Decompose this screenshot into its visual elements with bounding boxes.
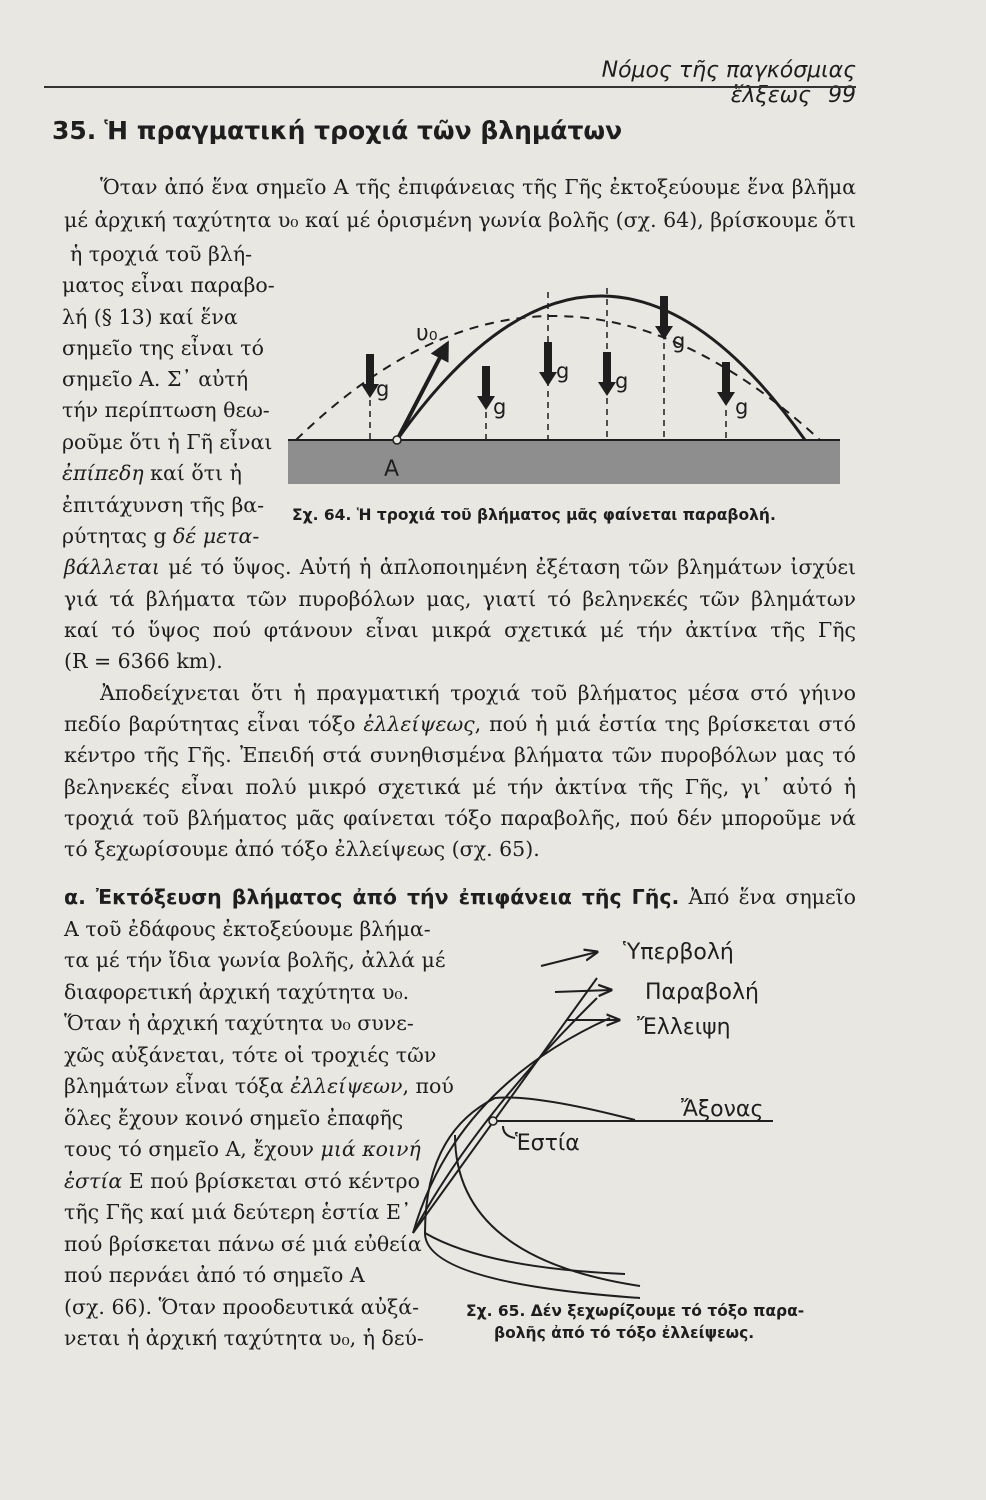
p3-line-13: πού περνάει ἀπό τό σημεῖο Α bbox=[64, 1263, 365, 1287]
p2-line-2-c: , πού ἡ μιά ἑστία της βρίσκεται στό bbox=[474, 712, 857, 736]
p3-line-7-italic: ἐλλείψεων bbox=[290, 1074, 403, 1098]
ellipse-curve bbox=[413, 1018, 610, 1233]
p1-line-4: ματος εἶναι παραβο- bbox=[62, 273, 275, 297]
parabola-label: Παραβολή bbox=[645, 980, 759, 1005]
p3-line-9-a: τους τό σημεῖο Α, ἔχουν bbox=[64, 1137, 321, 1161]
p3-line-4: διαφορετική ἀρχική ταχύτητα υ₀. bbox=[64, 980, 410, 1004]
p2-line-1: Ἀποδείχνεται ὅτι ἡ πραγματική τροχιά τοῦ βλήματος μέσα στό γήινο bbox=[100, 681, 856, 705]
p1-line-8: τήν περίπτωση θεω- bbox=[62, 398, 270, 422]
figure-65-caption-line-2: βολῆς ἀπό τό τόξο ἐλλείψεως. bbox=[494, 1324, 755, 1342]
p1-line-1: Ὅταν ἀπό ἕνα σημεῖο Α τῆς ἐπιφάνειας τῆς Γῆς ἐκτοξεύουμε ἕνα βλῆμα bbox=[100, 175, 856, 199]
p2-line-6: τό ξεχωρίσουμε ἀπό τόξο ἐλλείψεως (σχ. 65). bbox=[64, 837, 540, 861]
p2-line-2-italic: ἐλλείψεως bbox=[363, 712, 475, 736]
p1-line-10-italic: ἐπίπεδη bbox=[62, 461, 144, 485]
p1-line-7: σημεῖο Α. Σ᾽ αὐτή bbox=[62, 367, 249, 391]
p3-line-10-rest: Ε πού βρίσκεται στό κέντρο bbox=[122, 1169, 420, 1193]
p3-line-14: (σχ. 66). Ὅταν προοδευτικά αὐξά- bbox=[64, 1295, 420, 1319]
p3-line-2: Α τοῦ ἐδάφους ἐκτοξεύουμε βλήμα- bbox=[64, 917, 431, 941]
g-arrow-3 bbox=[539, 342, 557, 386]
p1-line-13 bbox=[64, 552, 856, 582]
section-title bbox=[52, 116, 852, 145]
outer-orbit-arc bbox=[425, 1233, 625, 1274]
p2-line-4: βεληνεκές εἶναι πολύ μικρό σχετικά μέ τήν ἀκτίνα τῆς Γῆς, γι᾽ αὐτό ἡ bbox=[64, 775, 856, 799]
focus-point bbox=[489, 1117, 497, 1125]
p3-line-5: Ὅταν ἡ ἀρχική ταχύτητα υ₀ συνε- bbox=[64, 1011, 414, 1035]
focus-label-arrow bbox=[503, 1126, 515, 1138]
p3-line-7-c: , πού bbox=[402, 1074, 454, 1098]
p2-line-2-a: πεδίο βαρύτητας εἶναι τόξο bbox=[64, 712, 364, 736]
p1-line-13-italic: βάλλεται bbox=[64, 555, 160, 579]
p3-line-11: τῆς Γῆς καί μιά δεύτερη ἑστία Ε᾽ bbox=[64, 1200, 412, 1224]
p2-line-3: κέντρο τῆς Γῆς. Ἐπειδή στά συνηθισμένα βλήματα τῶν πυροβόλων μας τό bbox=[64, 743, 856, 767]
p3-line-3: τα μέ τήν ἴδια γωνία βολῆς, ἀλλά μέ bbox=[64, 948, 446, 972]
p3-line-1-rest: Ἀπό ἕνα σημεῖο bbox=[679, 885, 856, 909]
p3-line-10 bbox=[64, 1166, 420, 1196]
g-arrow-5 bbox=[655, 296, 673, 340]
p1-line-5: λή (§ 13) καί ἕνα bbox=[62, 305, 238, 329]
figure-64-trajectory bbox=[280, 262, 860, 492]
p1-line-13-rest: μέ τό ὕψος. Αὐτή ἡ ἁπλοποιημένη ἐξέταση τῶν βλημάτων ἰσχύει bbox=[159, 555, 856, 579]
g-arrow-6 bbox=[717, 362, 735, 406]
p3-line-7-a: βλημάτων εἶναι τόξα bbox=[64, 1074, 291, 1098]
p2-line-5: τροχιά τοῦ βλήματος μᾶς φαίνεται τόξο παραβολῆς, πού δέν μποροῦμε νά bbox=[64, 806, 856, 830]
hyperbola-label-arrow bbox=[541, 952, 597, 966]
g-label-6: g bbox=[735, 395, 749, 419]
p3-line-9-italic: μιά κοινή bbox=[320, 1137, 421, 1161]
p2-line-2 bbox=[64, 709, 856, 739]
p1-line-10-rest: καί ὅτι ἡ bbox=[143, 461, 242, 485]
axis-label: Ἄξονας bbox=[681, 1097, 764, 1122]
focus-label: Ἑστία bbox=[515, 1131, 580, 1156]
p3-line-12: πού βρίσκεται πάνω σέ μιά εὐθεία bbox=[64, 1232, 422, 1256]
figure-64-caption: Σχ. 64. Ἡ τροχιά τοῦ βλήματος μᾶς φαίνεται παραβολή. bbox=[292, 506, 776, 524]
subsection-heading: α. Ἐκτόξευση βλήματος ἀπό τήν ἐπιφάνεια τῆς Γῆς. bbox=[64, 885, 680, 909]
ground-surface bbox=[288, 440, 840, 484]
g-label-2: g bbox=[493, 395, 507, 419]
p3-line-8: ὅλες ἔχουν κοινό σημεῖο ἐπαφῆς bbox=[64, 1106, 404, 1130]
inner-orbit-arc-top bbox=[425, 1097, 635, 1233]
p1-line-6: σημεῖο της εἶναι τό bbox=[62, 336, 264, 360]
g-arrow-4 bbox=[598, 352, 616, 396]
p3-line-10-italic: ἑστία bbox=[64, 1169, 123, 1193]
header-rule bbox=[44, 86, 856, 88]
p3-line-9 bbox=[64, 1134, 421, 1164]
g-label-5: g bbox=[672, 329, 686, 353]
g-label-4: g bbox=[615, 369, 629, 393]
section-title-text: Ἡ πραγματική τροχιά τῶν βλημάτων bbox=[104, 116, 623, 145]
page-number: 99 bbox=[828, 83, 856, 108]
v0-label: υ₀ bbox=[416, 321, 438, 346]
p1-line-14: γιά τά βλήματα τῶν πυροβόλων μας, γιατί τό βεληνεκές τῶν βλημάτων bbox=[64, 587, 856, 611]
p1-line-2: μέ ἀρχική ταχύτητα υ₀ καί μέ ὁρισμένη γωνία βολῆς (σχ. 64), βρίσκουμε ὅτι bbox=[64, 208, 856, 232]
ellipse-label: Ἔλλειψη bbox=[637, 1015, 731, 1040]
launch-point-A bbox=[393, 436, 401, 444]
p3-line-1 bbox=[64, 882, 856, 912]
p1-line-3: ἡ τροχιά τοῦ βλή- bbox=[70, 242, 253, 266]
parabola-curve bbox=[413, 998, 597, 1233]
running-title: Νόμος τῆς παγκόσμιας ἕλξεως bbox=[601, 58, 856, 108]
p1-line-15: καί τό ὕψος πού φτάνουν εἶναι μικρά σχετικά μέ τήν ἀκτίνα τῆς Γῆς bbox=[64, 618, 856, 642]
p1-line-12-italic: δέ μετα- bbox=[172, 524, 260, 548]
p3-line-15: νεται ἡ ἀρχική ταχύτητα υ₀, ἡ δεύ- bbox=[64, 1326, 424, 1350]
p1-line-11: ἐπιτάχυνση τῆς βα- bbox=[62, 493, 265, 517]
figure-65-orbits bbox=[405, 928, 855, 1313]
middle-orbit-arc bbox=[455, 1135, 640, 1286]
p1-line-9: ροῦμε ὅτι ἡ Γῆ εἶναι bbox=[62, 430, 273, 454]
p1-line-12 bbox=[62, 521, 262, 551]
p3-line-6: χῶς αὐξάνεται, τότε οἱ τροχιές τῶν bbox=[64, 1043, 437, 1067]
g-label-3: g bbox=[556, 359, 570, 383]
figure-65-caption-line-1: Σχ. 65. Δέν ξεχωρίζουμε τό τόξο παρα- bbox=[466, 1302, 805, 1320]
p1-line-12-start: ρύτητας g bbox=[62, 524, 173, 548]
section-number: 35. bbox=[52, 116, 97, 145]
initial-velocity-arrow bbox=[397, 344, 447, 440]
p3-line-7 bbox=[64, 1071, 454, 1101]
p1-line-16: (R = 6366 km). bbox=[64, 649, 223, 673]
running-header bbox=[540, 58, 856, 108]
point-A-label: Α bbox=[384, 457, 400, 482]
p1-line-10 bbox=[62, 458, 262, 488]
g-label-1: g bbox=[376, 377, 390, 401]
hyperbola-label: Ὑπερβολή bbox=[623, 940, 734, 965]
parabola-label-arrow bbox=[555, 990, 611, 992]
